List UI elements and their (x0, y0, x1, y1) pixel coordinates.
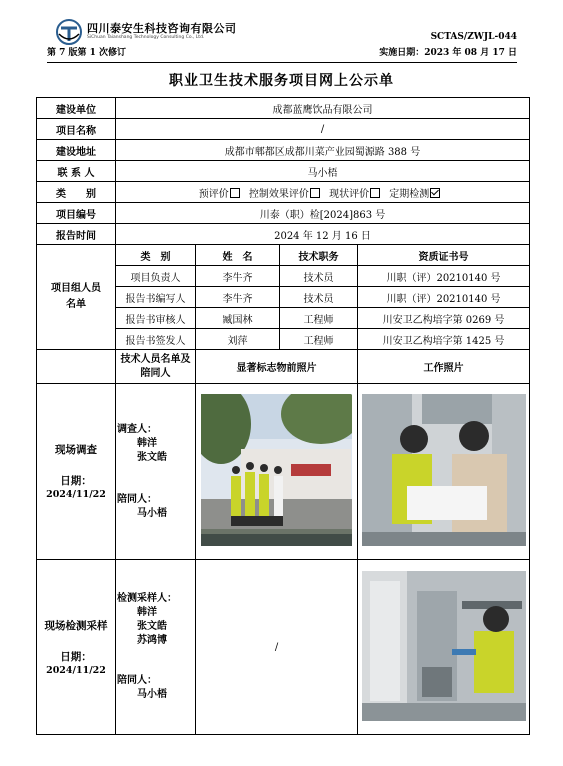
staff-header-cert: 资质证书号 (358, 245, 530, 266)
staff-cert: 川职（评）20210140 号 (358, 266, 530, 287)
address-value: 成都市郫都区成都川菜产业园蜀源路 388 号 (116, 140, 530, 161)
staff-role: 报告书审核人 (116, 308, 196, 329)
contact-value: 马小梧 (116, 161, 530, 182)
address-label: 建设地址 (37, 140, 116, 161)
staff-cert: 川安卫乙构培字第 1425 号 (358, 329, 530, 350)
checkbox-status-eval (370, 188, 380, 198)
option-status-eval: 现状评价 (329, 188, 370, 200)
company-name: 四川泰安生科技咨询有限公司 (87, 22, 237, 35)
header-rule (47, 62, 517, 63)
category-options (116, 182, 530, 203)
investigator-name: 张文皓 (137, 451, 167, 463)
sampling-work-photo-cell (358, 560, 530, 735)
staff-header-role: 类 别 (116, 245, 196, 266)
work-photo (362, 394, 526, 546)
document-number: SCTAS/ZWJL-044 (430, 32, 517, 42)
survey-label: 现场调查 (55, 444, 97, 456)
sampling-photo (362, 571, 526, 721)
checkbox-periodic-test-checked (430, 188, 440, 198)
option-control-eval: 控制效果评价 (248, 188, 309, 200)
sampling-staff-cell (116, 560, 196, 735)
staff-cert: 川职（评）20210140 号 (358, 287, 530, 308)
project-value: / (116, 119, 530, 140)
staff-header-name: 姓 名 (196, 245, 280, 266)
survey-date: 2024/11/22 (46, 489, 106, 500)
sampler-name: 韩洋 (137, 607, 157, 618)
staff-name: 李牛齐 (196, 266, 280, 287)
photo-header-blank (37, 350, 116, 384)
investigators-label: 调查人： (117, 423, 157, 435)
samplers-label: 检测采样人： (117, 593, 177, 604)
option-periodic-test: 定期检测 (389, 188, 430, 200)
staff-name: 臧国林 (196, 308, 280, 329)
sampler-name: 苏鸿博 (137, 635, 167, 646)
sampling-label: 现场检测采样 (44, 619, 108, 632)
category-label: 类 别 (37, 182, 116, 203)
sampler-name: 张文皓 (137, 621, 167, 632)
unit-label: 建设单位 (37, 98, 116, 119)
unit-value: 成都蓝鹰饮品有限公司 (116, 98, 530, 119)
survey-work-photo-cell (358, 384, 530, 560)
sampling-date: 2024/11/22 (46, 664, 106, 676)
landmark-photo (201, 394, 352, 546)
disclosure-table (36, 97, 530, 735)
staff-title: 工程师 (280, 308, 358, 329)
version-info: 第 7 版第 1 次修订 (47, 48, 127, 58)
staff-cert: 川安卫乙构培字第 0269 号 (358, 308, 530, 329)
survey-cell (37, 384, 116, 560)
escort-name: 马小梧 (137, 507, 167, 519)
staff-role: 报告书签发人 (116, 329, 196, 350)
time-label: 报告时间 (37, 224, 116, 245)
staff-name: 李牛齐 (196, 287, 280, 308)
time-value: 2024 年 12 月 16 日 (116, 224, 530, 245)
sampling-date-label: 日期： (60, 650, 92, 663)
photo-header-landmark: 显著标志物前照片 (196, 350, 358, 384)
code-label: 项目编号 (37, 203, 116, 224)
option-pre-eval: 预评价 (198, 188, 229, 200)
staff-title: 技术员 (280, 266, 358, 287)
checkbox-pre-eval (230, 188, 240, 198)
project-label: 项目名称 (37, 119, 116, 140)
staff-role: 报告书编写人 (116, 287, 196, 308)
company-name-en: SiChuan Taianshang Technology Consulting Co., Ltd. (87, 35, 205, 40)
staff-role: 项目负责人 (116, 266, 196, 287)
code-value: 川泰（职）检[2024]863 号 (116, 203, 530, 224)
survey-staff-cell (116, 384, 196, 560)
sampling-cell (37, 560, 116, 735)
sampling-escort-name: 马小梧 (137, 689, 167, 700)
implementation-date: 实施日期：2023 年 08 月 17 日 (379, 48, 517, 58)
sampling-escort-label: 陪同人： (117, 675, 157, 686)
photo-header-work: 工作照片 (358, 350, 530, 384)
staff-header-title: 技术职务 (280, 245, 358, 266)
survey-date-label: 日期： (60, 475, 92, 487)
document-header (47, 8, 517, 60)
survey-landmark-photo-cell (196, 384, 358, 560)
investigator-name: 韩洋 (137, 437, 157, 449)
staff-name: 刘萍 (196, 329, 280, 350)
sampling-landmark-cell: / (196, 560, 358, 735)
contact-label: 联 系 人 (37, 161, 116, 182)
staff-group-label: 项目组人员名单 (37, 245, 116, 350)
page-title: 职业卫生技术服务项目网上公示单 (169, 73, 394, 89)
photo-header-staff: 技术人员名单及陪同人 (116, 350, 196, 384)
escort-label: 陪同人： (117, 493, 157, 505)
staff-title: 工程师 (280, 329, 358, 350)
checkbox-control-eval (310, 188, 320, 198)
staff-title: 技术员 (280, 287, 358, 308)
company-logo-icon (55, 18, 83, 46)
